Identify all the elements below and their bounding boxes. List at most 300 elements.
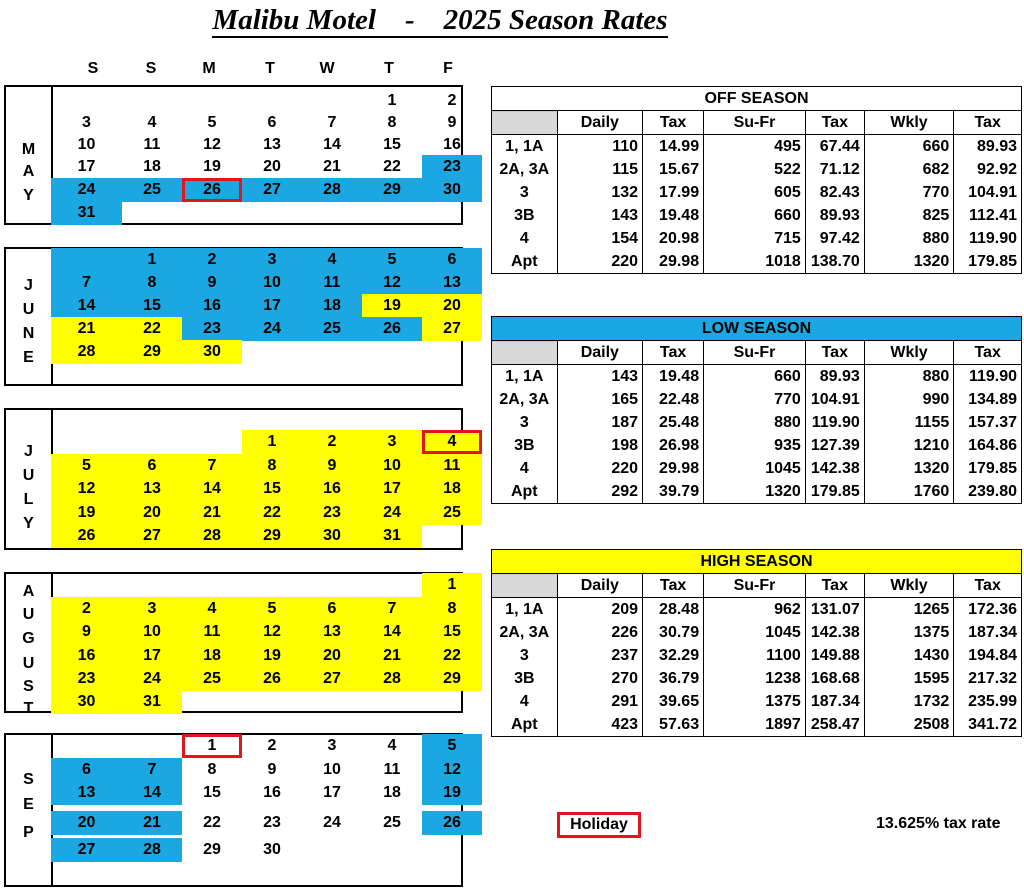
rate-value: 258.47 bbox=[805, 713, 864, 736]
rate-value: 660 bbox=[704, 204, 806, 227]
rate-value: 2508 bbox=[864, 713, 954, 736]
column-header: Wkly bbox=[864, 341, 954, 365]
table-row bbox=[492, 690, 1021, 713]
calendar-day: 3 bbox=[122, 597, 182, 621]
calendar-day: 17 bbox=[122, 644, 182, 668]
unit-name: 4 bbox=[492, 457, 557, 480]
rate-value: 82.43 bbox=[805, 181, 864, 204]
rate-value: 104.91 bbox=[805, 388, 864, 411]
calendar-day: 13 bbox=[422, 271, 482, 295]
month-letter: T bbox=[23, 700, 34, 717]
calendar-day: 16 bbox=[51, 644, 122, 668]
calendar-day: 3 bbox=[82, 114, 91, 131]
calendar-day: 29 bbox=[242, 524, 302, 548]
unit-name: 1, 1A bbox=[492, 598, 557, 622]
month-letter: S bbox=[23, 771, 34, 788]
low-season-table bbox=[491, 316, 1022, 504]
calendar-day: 17 bbox=[362, 477, 422, 501]
calendar-day: 18 bbox=[143, 158, 161, 175]
calendar-day: 4 bbox=[302, 248, 362, 272]
header-corner bbox=[492, 111, 557, 135]
calendar-day: 16 bbox=[302, 477, 362, 501]
calendar-day: 20 bbox=[422, 294, 482, 318]
calendar-day: 14 bbox=[182, 477, 242, 501]
rate-value: 187 bbox=[557, 411, 642, 434]
month-block-may bbox=[4, 85, 463, 225]
calendar-day: 20 bbox=[302, 644, 362, 668]
rate-value: 1018 bbox=[704, 250, 806, 273]
column-header: Tax bbox=[805, 111, 864, 135]
rate-value: 1595 bbox=[864, 667, 954, 690]
calendar-day: 26 bbox=[362, 317, 422, 341]
rate-value: 39.79 bbox=[643, 480, 704, 503]
holiday-legend bbox=[557, 812, 641, 838]
month-block-august bbox=[4, 572, 463, 717]
calendar-day: 14 bbox=[323, 136, 341, 153]
rate-value: 67.44 bbox=[805, 135, 864, 159]
rate-value: 92.92 bbox=[976, 160, 1017, 178]
holiday-legend-label: Holiday bbox=[570, 816, 628, 833]
rate-value: 1100 bbox=[704, 644, 806, 667]
month-block-sep bbox=[4, 733, 463, 887]
calendar-day: 10 bbox=[323, 761, 341, 778]
column-header: Daily bbox=[557, 574, 642, 598]
calendar-day: 6 bbox=[51, 758, 122, 782]
rate-value: 1045 bbox=[704, 457, 806, 480]
calendar-day: 26 bbox=[51, 524, 122, 548]
calendar-day: 3 bbox=[242, 248, 302, 272]
unit-name: 2A, 3A bbox=[492, 388, 557, 411]
calendar-day: 1 bbox=[422, 573, 482, 597]
calendar-day: 2 bbox=[51, 597, 122, 621]
table-row bbox=[492, 204, 1021, 227]
unit-name: Apt bbox=[492, 713, 557, 736]
rate-value: 660 bbox=[864, 135, 954, 159]
calendar-day: 6 bbox=[122, 454, 182, 478]
calendar-day: 30 bbox=[51, 690, 122, 714]
month-letter: S bbox=[23, 678, 34, 695]
calendar-day: 1 bbox=[122, 248, 182, 272]
calendar-day: 12 bbox=[422, 758, 482, 782]
rate-value: 682 bbox=[864, 158, 954, 181]
rate-value: 32.29 bbox=[643, 644, 704, 667]
table-row bbox=[492, 480, 1021, 503]
calendar-day: 21 bbox=[182, 501, 242, 525]
calendar-day: 18 bbox=[383, 784, 401, 801]
calendar-day: 26 bbox=[422, 811, 482, 835]
rate-value: 187.34 bbox=[805, 690, 864, 713]
calendar-day: 12 bbox=[203, 136, 221, 153]
rate-value: 89.93 bbox=[976, 137, 1017, 155]
rate-value: 104.91 bbox=[968, 183, 1017, 201]
calendar-day: 7 bbox=[362, 597, 422, 621]
rate-value: 1760 bbox=[864, 480, 954, 503]
calendar-day: 31 bbox=[51, 201, 122, 225]
rate-value: 226 bbox=[557, 621, 642, 644]
tax-rate-note: 13.625% tax rate bbox=[876, 815, 1001, 832]
rate-value: 15.67 bbox=[643, 158, 704, 181]
calendar-day: 23 bbox=[422, 155, 482, 179]
rate-value: 142.38 bbox=[805, 457, 864, 480]
rate-value: 97.42 bbox=[805, 227, 864, 250]
calendar-day: 10 bbox=[242, 271, 302, 295]
rate-value: 14.99 bbox=[643, 135, 704, 159]
calendar-day: 20 bbox=[263, 158, 281, 175]
table-row bbox=[492, 598, 1021, 622]
rate-value: 165 bbox=[557, 388, 642, 411]
month-label bbox=[6, 87, 53, 223]
rate-value: 127.39 bbox=[805, 434, 864, 457]
column-header: Su-Fr bbox=[704, 111, 806, 135]
month-letter: Y bbox=[23, 515, 34, 532]
weekday-label: S bbox=[145, 60, 157, 77]
calendar-day: 2 bbox=[447, 92, 457, 109]
calendar-day: 2 bbox=[182, 248, 242, 272]
rate-value: 29.98 bbox=[643, 250, 704, 273]
column-header: Tax bbox=[954, 341, 1021, 365]
high-season-table bbox=[491, 549, 1022, 737]
calendar-day: 19 bbox=[51, 501, 122, 525]
calendar-day: 7 bbox=[122, 758, 182, 782]
month-letter: G bbox=[22, 630, 35, 647]
table-row bbox=[492, 644, 1021, 667]
rate-value: 198 bbox=[557, 434, 642, 457]
rate-value: 1375 bbox=[704, 690, 806, 713]
calendar-day: 14 bbox=[362, 620, 422, 644]
column-header: Daily bbox=[557, 111, 642, 135]
calendar-day: 12 bbox=[362, 271, 422, 295]
calendar-day: 5 bbox=[422, 734, 482, 758]
weekday-label: S bbox=[87, 60, 99, 77]
rate-value: 25.48 bbox=[643, 411, 704, 434]
season-title: OFF SEASON bbox=[492, 87, 1021, 111]
rate-value: 57.63 bbox=[643, 713, 704, 736]
rate-value: 1320 bbox=[864, 250, 954, 273]
rate-value: 935 bbox=[704, 434, 806, 457]
rate-value: 143 bbox=[557, 365, 642, 389]
calendar-day: 4 bbox=[147, 114, 157, 131]
calendar-day: 21 bbox=[362, 644, 422, 668]
calendar-day: 8 bbox=[422, 597, 482, 621]
unit-name: 3 bbox=[492, 644, 557, 667]
calendar-day: 15 bbox=[203, 784, 221, 801]
rate-value: 880 bbox=[864, 227, 954, 250]
month-letter: U bbox=[22, 467, 35, 484]
calendar-day: 15 bbox=[242, 477, 302, 501]
rate-value: 1430 bbox=[864, 644, 954, 667]
calendar-day: 25 bbox=[422, 501, 482, 525]
calendar-day: 21 bbox=[51, 317, 122, 341]
table-row bbox=[492, 365, 1021, 389]
calendar-day: 15 bbox=[383, 136, 401, 153]
column-header: Tax bbox=[954, 574, 1021, 598]
calendar-day: 16 bbox=[263, 784, 281, 801]
calendar-day: 20 bbox=[122, 501, 182, 525]
calendar-day: 9 bbox=[267, 761, 277, 778]
calendar-day: 6 bbox=[422, 248, 482, 272]
rate-value: 157.37 bbox=[968, 413, 1017, 431]
column-header: Daily bbox=[557, 341, 642, 365]
calendar-day: 19 bbox=[422, 781, 482, 805]
table-row bbox=[492, 457, 1021, 480]
table-row bbox=[492, 713, 1021, 736]
rate-value: 39.65 bbox=[643, 690, 704, 713]
calendar-day: 22 bbox=[242, 501, 302, 525]
calendar-day: 13 bbox=[263, 136, 281, 153]
calendar-day: 4 bbox=[182, 597, 242, 621]
header-corner bbox=[492, 574, 557, 598]
calendar-day: 22 bbox=[203, 814, 221, 831]
calendar-day: 29 bbox=[422, 667, 482, 691]
calendar-day: 24 bbox=[323, 814, 341, 831]
calendar-day: 18 bbox=[182, 644, 242, 668]
rate-value: 1732 bbox=[864, 690, 954, 713]
month-letter: A bbox=[22, 163, 35, 180]
rate-value: 1897 bbox=[704, 713, 806, 736]
rate-value: 495 bbox=[704, 135, 806, 159]
calendar-day: 13 bbox=[51, 781, 122, 805]
rate-value: 168.68 bbox=[805, 667, 864, 690]
month-block-june bbox=[4, 247, 463, 386]
unit-name: 3B bbox=[492, 434, 557, 457]
calendar-day: 22 bbox=[122, 317, 182, 341]
unit-name: 3 bbox=[492, 411, 557, 434]
calendar-day: 15 bbox=[122, 294, 182, 318]
holiday-day: 1 bbox=[182, 734, 242, 758]
calendar-day: 10 bbox=[122, 620, 182, 644]
rate-value: 142.38 bbox=[805, 621, 864, 644]
rate-value: 770 bbox=[704, 388, 806, 411]
calendar-day: 30 bbox=[263, 841, 281, 858]
weekday-label: M bbox=[202, 60, 216, 77]
calendar-day: 8 bbox=[207, 761, 217, 778]
calendar-day: 16 bbox=[182, 294, 242, 318]
calendar-day: 18 bbox=[302, 294, 362, 318]
calendar-day: 7 bbox=[182, 454, 242, 478]
rate-value: 660 bbox=[704, 365, 806, 389]
calendar-day: 17 bbox=[242, 294, 302, 318]
rate-value: 28.48 bbox=[643, 598, 704, 622]
month-letter: N bbox=[22, 325, 35, 342]
rate-value: 131.07 bbox=[805, 598, 864, 622]
calendar-day: 23 bbox=[302, 501, 362, 525]
rate-value: 825 bbox=[864, 204, 954, 227]
rate-value: 89.93 bbox=[805, 365, 864, 389]
unit-name: 1, 1A bbox=[492, 365, 557, 389]
rate-value: 26.98 bbox=[643, 434, 704, 457]
calendar-day: 1 bbox=[387, 92, 397, 109]
calendar-day: 23 bbox=[51, 667, 122, 691]
calendar-day: 11 bbox=[143, 136, 161, 153]
table-row bbox=[492, 158, 1021, 181]
calendar-day: 3 bbox=[362, 430, 422, 454]
calendar-day: 6 bbox=[267, 114, 277, 131]
unit-name: Apt bbox=[492, 480, 557, 503]
rate-value: 119.90 bbox=[805, 411, 864, 434]
rate-value: 154 bbox=[557, 227, 642, 250]
holiday-day: 26 bbox=[182, 178, 242, 202]
calendar-day: 28 bbox=[302, 178, 362, 202]
calendar-day: 19 bbox=[242, 644, 302, 668]
calendar-day: 8 bbox=[387, 114, 397, 131]
column-header: Su-Fr bbox=[704, 574, 806, 598]
rate-value: 179.85 bbox=[968, 459, 1017, 477]
rate-value: 522 bbox=[704, 158, 806, 181]
calendar-day: 9 bbox=[51, 620, 122, 644]
month-letter: J bbox=[24, 277, 33, 294]
month-letter: E bbox=[23, 349, 34, 366]
calendar-day: 27 bbox=[122, 524, 182, 548]
rate-value: 119.90 bbox=[968, 229, 1017, 247]
rate-value: 292 bbox=[557, 480, 642, 503]
rate-value: 134.89 bbox=[968, 390, 1017, 408]
rate-value: 17.99 bbox=[643, 181, 704, 204]
calendar-day: 3 bbox=[327, 737, 337, 754]
unit-name: Apt bbox=[492, 250, 557, 273]
calendar-day: 10 bbox=[77, 136, 96, 153]
rate-value: 220 bbox=[557, 250, 642, 273]
calendar-day: 1 bbox=[242, 430, 302, 454]
rate-value: 132 bbox=[557, 181, 642, 204]
month-letter: M bbox=[21, 141, 36, 158]
rate-value: 89.93 bbox=[805, 204, 864, 227]
calendar-day: 27 bbox=[242, 178, 302, 202]
rate-value: 164.86 bbox=[968, 436, 1017, 454]
rate-value: 209 bbox=[557, 598, 642, 622]
rate-value: 179.85 bbox=[968, 252, 1017, 270]
calendar-day: 5 bbox=[242, 597, 302, 621]
column-header: Tax bbox=[643, 111, 704, 135]
calendar-day: 31 bbox=[122, 690, 182, 714]
calendar-day: 18 bbox=[422, 477, 482, 501]
table-row bbox=[492, 434, 1021, 457]
calendar-day: 11 bbox=[383, 761, 401, 778]
weekday-label: W bbox=[319, 60, 335, 77]
rate-value: 239.80 bbox=[968, 482, 1017, 500]
calendar-day: 21 bbox=[323, 158, 341, 175]
calendar-day: 24 bbox=[51, 178, 122, 202]
calendar-day: 25 bbox=[122, 178, 182, 202]
calendar-day: 10 bbox=[362, 454, 422, 478]
calendar-day: 11 bbox=[182, 620, 242, 644]
season-title: HIGH SEASON bbox=[492, 550, 1021, 574]
calendar-day: 27 bbox=[51, 838, 122, 862]
calendar-day: 22 bbox=[422, 644, 482, 668]
rate-value: 172.36 bbox=[968, 600, 1017, 618]
column-header: Wkly bbox=[864, 111, 954, 135]
calendar-day: 30 bbox=[302, 524, 362, 548]
rate-value: 270 bbox=[557, 667, 642, 690]
calendar-day: 27 bbox=[302, 667, 362, 691]
calendar-day: 26 bbox=[242, 667, 302, 691]
rate-value: 990 bbox=[864, 388, 954, 411]
rate-value: 19.48 bbox=[643, 365, 704, 389]
calendar-day: 5 bbox=[51, 454, 122, 478]
calendar-day: 24 bbox=[362, 501, 422, 525]
rate-value: 1210 bbox=[864, 434, 954, 457]
column-header: Tax bbox=[643, 574, 704, 598]
unit-name: 3 bbox=[492, 181, 557, 204]
column-header: Wkly bbox=[864, 574, 954, 598]
calendar-day: 12 bbox=[242, 620, 302, 644]
rate-value: 138.70 bbox=[805, 250, 864, 273]
calendar-day: 25 bbox=[383, 814, 401, 831]
rate-value: 29.98 bbox=[643, 457, 704, 480]
rate-value: 237 bbox=[557, 644, 642, 667]
page-title bbox=[0, 4, 880, 37]
month-letter: A bbox=[22, 583, 35, 600]
rate-value: 291 bbox=[557, 690, 642, 713]
calendar-day: 29 bbox=[362, 178, 422, 202]
rate-value: 1320 bbox=[704, 480, 806, 503]
calendar-day: 31 bbox=[362, 524, 422, 548]
rate-value: 22.48 bbox=[643, 388, 704, 411]
rate-value: 110 bbox=[557, 135, 642, 159]
rate-value: 1155 bbox=[864, 411, 954, 434]
calendar-day: 30 bbox=[422, 178, 482, 202]
calendar-day: 7 bbox=[51, 271, 122, 295]
month-letter: U bbox=[22, 606, 35, 623]
rate-value: 217.32 bbox=[968, 669, 1017, 687]
calendar-day: 9 bbox=[447, 114, 457, 131]
table-row bbox=[492, 250, 1021, 273]
rate-value: 962 bbox=[704, 598, 806, 622]
rate-value: 341.72 bbox=[968, 715, 1017, 733]
rate-value: 19.48 bbox=[643, 204, 704, 227]
column-header: Tax bbox=[954, 111, 1021, 135]
calendar-day: 14 bbox=[122, 781, 182, 805]
off-season-table bbox=[491, 86, 1022, 274]
unit-name: 4 bbox=[492, 690, 557, 713]
calendar-day: 11 bbox=[302, 271, 362, 295]
calendar-day: 19 bbox=[362, 294, 422, 318]
rate-value: 71.12 bbox=[805, 158, 864, 181]
rate-value: 194.84 bbox=[968, 646, 1017, 664]
calendar-day: 24 bbox=[122, 667, 182, 691]
rate-value: 143 bbox=[557, 204, 642, 227]
rate-value: 149.88 bbox=[805, 644, 864, 667]
column-header: Tax bbox=[805, 574, 864, 598]
table-row bbox=[492, 227, 1021, 250]
rate-value: 1265 bbox=[864, 598, 954, 622]
month-letter: P bbox=[23, 824, 34, 841]
calendar-day: 29 bbox=[203, 841, 221, 858]
calendar-day: 19 bbox=[203, 158, 221, 175]
rate-value: 423 bbox=[557, 713, 642, 736]
rate-value: 1238 bbox=[704, 667, 806, 690]
rate-value: 880 bbox=[864, 365, 954, 389]
calendar-day: 16 bbox=[443, 136, 461, 153]
calendar-day: 25 bbox=[182, 667, 242, 691]
calendar-day: 2 bbox=[302, 430, 362, 454]
calendar-day: 20 bbox=[51, 811, 122, 835]
rate-value: 20.98 bbox=[643, 227, 704, 250]
month-letter: U bbox=[22, 301, 35, 318]
month-label bbox=[6, 735, 53, 885]
calendar-day: 8 bbox=[122, 271, 182, 295]
calendar-day: 22 bbox=[383, 158, 401, 175]
rate-value: 187.34 bbox=[968, 623, 1017, 641]
calendar-day: 17 bbox=[323, 784, 341, 801]
table-row bbox=[492, 181, 1021, 204]
weekday-label: F bbox=[443, 60, 453, 77]
rate-value: 119.90 bbox=[968, 367, 1017, 385]
calendar-day: 28 bbox=[362, 667, 422, 691]
calendar-day: 9 bbox=[182, 271, 242, 295]
month-letter: Y bbox=[23, 187, 34, 204]
rate-value: 715 bbox=[704, 227, 806, 250]
calendar-day bbox=[51, 248, 122, 272]
